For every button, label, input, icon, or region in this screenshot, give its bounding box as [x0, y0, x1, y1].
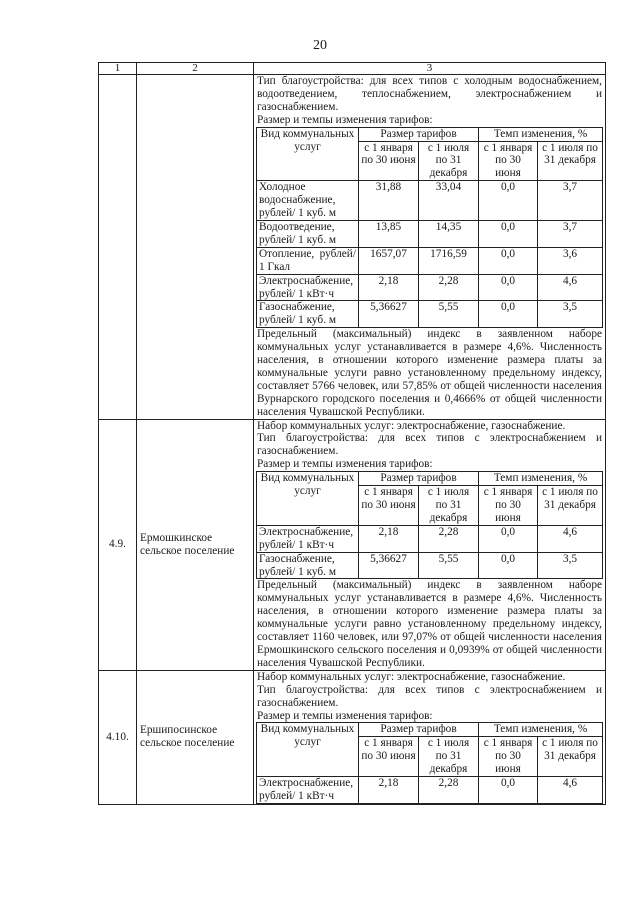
header-period: с 1 января по 30 июня: [479, 737, 538, 777]
tariff-value: 1657,07: [359, 247, 419, 274]
service-name: Отопление, рублей/ 1 Гкал: [257, 247, 359, 274]
tariff-value: 0,0: [479, 181, 538, 221]
header-change-rate: Темп изменения, %: [479, 723, 603, 737]
tariff-value: 3,7: [538, 181, 603, 221]
section-number: 4.10.: [99, 670, 137, 804]
tariff-value: 2,28: [419, 525, 479, 552]
column-numbers-row: [99, 63, 606, 75]
inner-tariff-table: [256, 722, 603, 803]
header-change-rate: Темп изменения, %: [479, 472, 603, 486]
page-number: 20: [313, 38, 327, 53]
section-row: [99, 670, 606, 804]
header-row: [257, 127, 603, 141]
tariff-value: 33,04: [419, 181, 479, 221]
intro-text: Размер и темпы изменения тарифов:: [257, 458, 433, 471]
service-name: Газоснабжение, рублей/ 1 куб. м: [257, 301, 359, 328]
header-period: с 1 января по 30 июня: [359, 737, 419, 777]
tariff-row: [257, 274, 603, 301]
tariff-table: [98, 62, 606, 805]
tariff-value: 2,28: [419, 274, 479, 301]
tariff-value: 0,0: [479, 274, 538, 301]
tariff-row: [257, 525, 603, 552]
header-row: [257, 723, 603, 737]
section-row: [99, 75, 606, 420]
header-service-kind: Вид коммунальных услуг: [257, 723, 359, 777]
municipality-name: [137, 75, 254, 420]
tariff-value: 1716,59: [419, 247, 479, 274]
tariff-value: 31,88: [359, 181, 419, 221]
column-number: 3: [254, 63, 606, 75]
tariff-value: 3,5: [538, 552, 603, 579]
header-tariff-size: Размер тарифов: [359, 472, 479, 486]
inner-tariff-table: [256, 127, 603, 329]
tariff-row: [257, 777, 603, 804]
section-content: [254, 419, 606, 670]
header-period: с 1 июля по 31 декабря: [538, 486, 603, 526]
service-name: Газоснабжение, рублей/ 1 куб. м: [257, 552, 359, 579]
municipality-name: Ермошкинское сельское поселение: [137, 419, 254, 670]
tariff-value: 13,85: [359, 220, 419, 247]
header-tariff-size: Размер тарифов: [359, 127, 479, 141]
tariff-value: 3,7: [538, 220, 603, 247]
intro-text: Размер и темпы изменения тарифов:: [257, 709, 433, 722]
tariff-value: 0,0: [479, 301, 538, 328]
municipality-name: Ершипосинское сельское поселение: [137, 670, 254, 804]
inner-tariff-table: [256, 471, 603, 579]
section-number: 4.9.: [99, 419, 137, 670]
header-period: с 1 июля по 31 декабря: [538, 737, 603, 777]
tariff-row: [257, 181, 603, 221]
tariff-value: 4,6: [538, 777, 603, 804]
header-service-kind: Вид коммунальных услуг: [257, 472, 359, 526]
tariff-value: 3,5: [538, 301, 603, 328]
service-name: Электроснабжение, рублей/ 1 кВт·ч: [257, 274, 359, 301]
service-name: Холодное водоснабжение, рублей/ 1 куб. м: [257, 181, 359, 221]
tariff-value: 5,36627: [359, 301, 419, 328]
section-number: [99, 75, 137, 420]
tariff-value: 0,0: [479, 777, 538, 804]
header-period: с 1 июля по 31 декабря: [419, 737, 479, 777]
intro-text: Набор коммунальных услуг: электроснабжение, газоснабжение.: [257, 670, 566, 683]
tariff-value: 2,18: [359, 274, 419, 301]
intro-text: Размер и темпы изменения тарифов:: [257, 113, 433, 126]
header-service-kind: Вид коммунальных услуг: [257, 127, 359, 181]
service-name: Электроснабжение, рублей/ 1 кВт·ч: [257, 525, 359, 552]
tariff-value: 2,18: [359, 777, 419, 804]
header-period: с 1 января по 30 июня: [359, 486, 419, 526]
tariff-value: 0,0: [479, 220, 538, 247]
tariff-value: 5,36627: [359, 552, 419, 579]
section-content: [254, 670, 606, 804]
tariff-value: 5,55: [419, 552, 479, 579]
tariff-row: [257, 247, 603, 274]
tariff-row: [257, 220, 603, 247]
intro-text: Тип благоустройства: для всех типов с электроснабжением и газоснабжением.: [257, 683, 602, 709]
column-number: 1: [99, 63, 137, 75]
header-row: [257, 472, 603, 486]
limit-index-text: Предельный (максимальный) индекс в заявленном наборе коммунальных услуг устанавливается в размере 4,6%. Численность населения, в отношении которого изменение размера платы за коммунальные услуги равно установленному предельному индексу, составляет 1160 человек, или 97,07% от общей численности населения Ермошкинского сельского поселения и 0,0939% от общей численности населения Чувашской Республики.: [257, 579, 602, 669]
tariff-row: [257, 552, 603, 579]
section-row: [99, 419, 606, 670]
tariff-value: 5,55: [419, 301, 479, 328]
tariff-value: 0,0: [479, 247, 538, 274]
limit-index-text: Предельный (максимальный) индекс в заявленном наборе коммунальных услуг устанавливается в размере 4,6%. Численность населения, в отношении которого изменение размера платы за коммунальные услуги равно установленному предельному индексу, составляет 5766 человек, или 57,85% от общей численности населения Вурнарского городского поселения и 0,4666% от общей численности населения Чувашской Республики.: [257, 328, 602, 418]
header-change-rate: Темп изменения, %: [479, 127, 603, 141]
tariff-value: 0,0: [479, 552, 538, 579]
service-name: Электроснабжение, рублей/ 1 кВт·ч: [257, 777, 359, 804]
tariff-value: 2,18: [359, 525, 419, 552]
intro-text: Тип благоустройства: для всех типов с электроснабжением и газоснабжением.: [257, 432, 602, 458]
tariff-value: 3,6: [538, 247, 603, 274]
tariff-value: 14,35: [419, 220, 479, 247]
header-period: с 1 июля по 31 декабря: [419, 141, 479, 181]
tariff-value: 2,28: [419, 777, 479, 804]
tariff-value: 4,6: [538, 274, 603, 301]
header-period: с 1 июля по 31 декабря: [419, 486, 479, 526]
section-content: [254, 75, 606, 420]
intro-text: Набор коммунальных услуг: электроснабжение, газоснабжение.: [257, 419, 566, 432]
header-period: с 1 января по 30 июня: [479, 141, 538, 181]
column-number: 2: [137, 63, 254, 75]
header-period: с 1 января по 30 июня: [359, 141, 419, 181]
tariff-value: 0,0: [479, 525, 538, 552]
header-tariff-size: Размер тарифов: [359, 723, 479, 737]
service-name: Водоотведение, рублей/ 1 куб. м: [257, 220, 359, 247]
header-period: с 1 января по 30 июня: [479, 486, 538, 526]
tariff-value: 4,6: [538, 525, 603, 552]
intro-text: Тип благоустройства: для всех типов с холодным водоснабжением, водоотведением, теплоснабжением, электроснабжением и газоснабжением.: [257, 75, 602, 113]
header-period: с 1 июля по 31 декабря: [538, 141, 603, 181]
tariff-row: [257, 301, 603, 328]
